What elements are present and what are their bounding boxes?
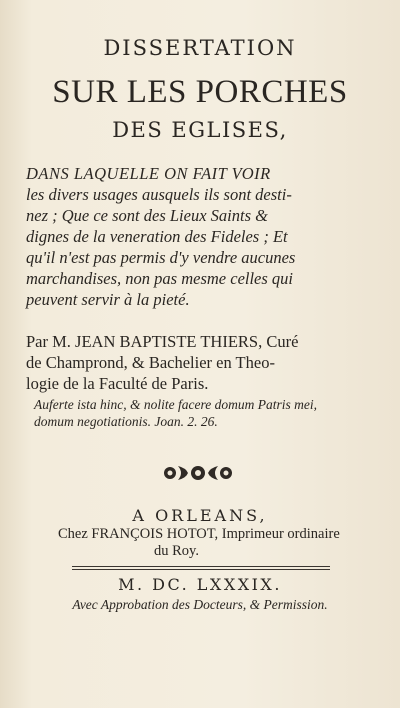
printer-line-2: du Roy.: [154, 543, 199, 559]
description-line-5: qu'il n'est pas permis d'y vendre aucunes: [26, 248, 296, 267]
description-line-7: peuvent servir à la pieté.: [26, 290, 190, 309]
printer-line-1: Chez FRANÇOIS HOTOT, Imprimeur ordinaire: [58, 526, 340, 542]
description-line-1: DANS LAQUELLE ON FAIT VOIR: [26, 164, 271, 183]
author-line-3: logie de la Faculté de Paris.: [26, 374, 209, 393]
epigraph: [34, 396, 374, 430]
imprint-city: A ORLEANS,: [132, 506, 268, 525]
epigraph-line-1: Auferte ista hinc, & nolite facere domum Patris mei,: [34, 397, 317, 412]
epigraph-line-2: domum negotiationis. Joan. 2. 26.: [34, 414, 218, 429]
description-paragraph: [26, 163, 376, 310]
author-block: [26, 331, 378, 394]
title-line-3: DES EGLISES,: [112, 118, 288, 142]
author-line-1: Par M. JEAN BAPTISTE THIERS, Curé: [26, 332, 299, 351]
description-line-2: les divers usages ausquels ils sont desti-: [26, 185, 292, 204]
description-line-4: dignes de la veneration des Fideles ; Et: [26, 227, 288, 246]
author-line-2: de Champrond, & Bachelier en Theo-: [26, 353, 275, 372]
imprint-printer: [58, 526, 358, 560]
description-line-3: nez ; Que ce sont des Lieux Saints &: [26, 206, 268, 225]
title-line-1: DISSERTATION: [103, 36, 297, 60]
divider-rule-thin: [72, 569, 330, 570]
imprint-year: M. DC. LXXXIX.: [118, 575, 282, 594]
approbation-line: Avec Approbation des Docteurs, & Permission.: [72, 597, 328, 612]
title-line-2: SUR LES PORCHES: [52, 74, 348, 110]
printer-ornament-icon: [160, 462, 236, 484]
divider-rule: [72, 566, 330, 567]
description-line-6: marchandises, non pas mesme celles qui: [26, 269, 294, 288]
